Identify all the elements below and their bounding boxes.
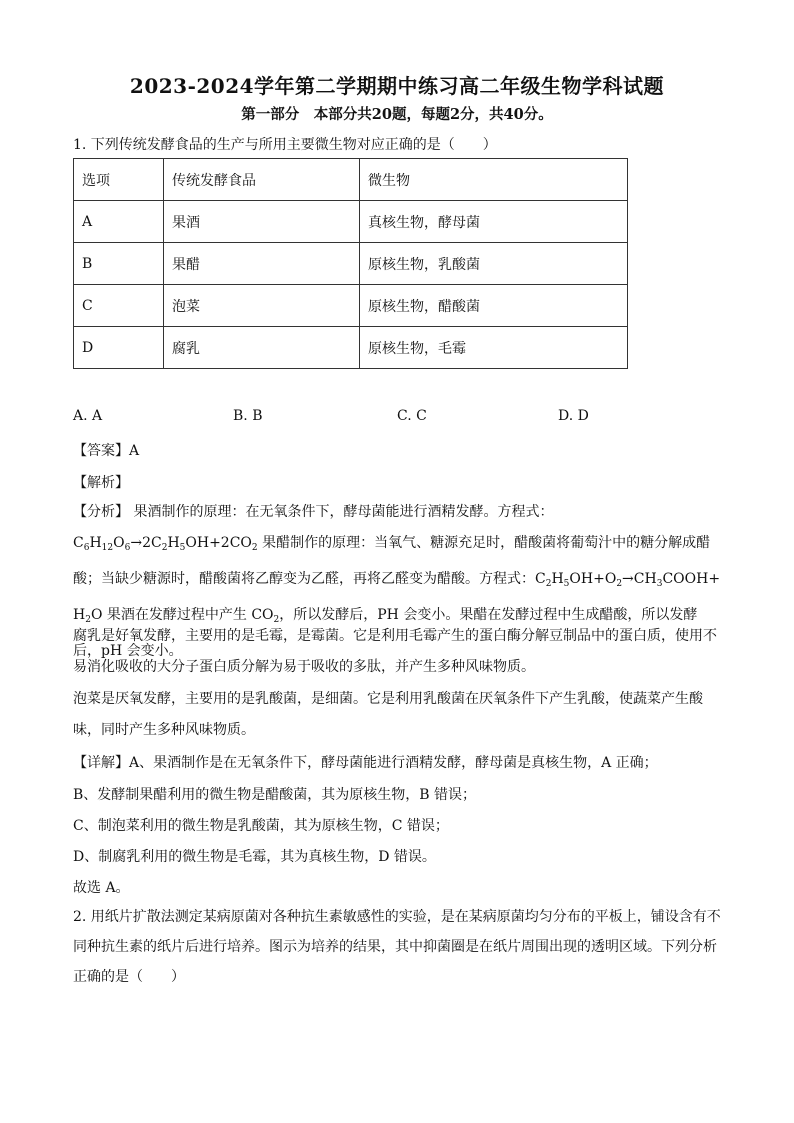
table-header-row — [74, 159, 628, 201]
xiangjie-b-line: B、发酵制果醋利用的微生物是醋酸菌，其为原核生物，B 错误； — [73, 787, 477, 803]
table-header-cell: 传统发酵食品 — [164, 159, 360, 201]
section-subtitle: 第一部分 本部分共20题，每题2分，共40分。 — [241, 106, 553, 123]
table-cell: 原核生物，乳酸菌 — [360, 243, 628, 285]
table-row — [74, 201, 628, 243]
table-row — [74, 243, 628, 285]
question-1-stem: 1. 下列传统发酵食品的生产与所用主要微生物对应正确的是（ ） — [73, 137, 497, 153]
answer-line — [73, 440, 139, 460]
table-row — [74, 327, 628, 369]
conclusion-line: 故选 A。 — [73, 880, 130, 896]
fenxi-text: 果酒制作的原理：在无氧条件下，酵母菌能进行酒精发酵。方程式： — [133, 504, 554, 520]
table-cell: C — [74, 285, 164, 327]
xiangjie-d-line: D、制腐乳利用的微生物是毛霉，其为真核生物，D 错误。 — [73, 849, 436, 865]
table-cell: 真核生物，酵母菌 — [360, 201, 628, 243]
table-cell: B — [74, 243, 164, 285]
choice-d: D. D — [558, 408, 589, 424]
table-row — [74, 285, 628, 327]
table-cell: 泡菜 — [164, 285, 360, 327]
table-cell: 腐乳 — [164, 327, 360, 369]
table-header-cell: 选项 — [74, 159, 164, 201]
xiangjie-a-line: 【详解】A、果酒制作是在无氧条件下，酵母菌能进行酒精发酵，酵母菌是真核生物，A 正确； — [73, 755, 658, 771]
exam-title: 2023-2024学年第二学期期中练习高二年级生物学科试题 — [129, 74, 665, 98]
guocu-text: 果醋制作的原理：当氧气、糖源充足时，醋酸菌将葡萄汁中的糖分解成醋酸；当缺少糖源时，醋酸菌将乙醇变为乙醛，再将乙醛变为醋酸。方程式： — [73, 535, 711, 587]
table-cell: 果酒 — [164, 201, 360, 243]
choice-c: C. C — [397, 408, 427, 424]
equation-2: $C_2H_5OH+O_2\to CH_3COOH+ H_2O$ — [73, 571, 721, 625]
paocai-paragraph: 泡菜是厌氧发酵，主要用的是乳酸菌，是细菌。它是利用乳酸菌在厌氧条件下产生乳酸，使蔬菜产生酸味，同时产生多种风味物质。 — [73, 691, 703, 738]
table-header-cell: 微生物 — [360, 159, 628, 201]
analysis-label: 【解析】 — [73, 475, 129, 491]
furu-paragraph: 腐乳是好氧发酵，主要用的是毛霉，是霉菌。它是利用毛霉产生的蛋白酶分解豆制品中的蛋白质，使用不易消化吸收的大分子蛋白质分解为易于吸收的多肽，并产生多种风味物质。 — [73, 628, 717, 675]
table-cell: A — [74, 201, 164, 243]
choice-a: A. A — [73, 408, 103, 424]
fenxi-label: 【分析】 — [73, 504, 129, 520]
answer-label: 【答案】 — [73, 443, 129, 459]
xiangjie-label: 【详解】 — [73, 755, 129, 771]
answer-value: A — [129, 443, 140, 459]
xiangjie-c-line: C、制泡菜利用的微生物是乳酸菌，其为原核生物，C 错误； — [73, 818, 449, 834]
equation-1: $C_6H_{12}O_6\to 2C_2H_5OH+2CO_2$ — [73, 535, 258, 553]
table-cell: D — [74, 327, 164, 369]
table-cell: 原核生物，醋酸菌 — [360, 285, 628, 327]
question-2-stem: 2. 用纸片扩散法测定某病原菌对各种抗生素敏感性的实验，是在某病原菌均匀分布的平板上，铺设含有不同种抗生素的纸片后进行培养。图示为培养的结果，其中抑菌圈是在纸片周围出现的透明区域。下列分析正确的是（ ） — [73, 909, 721, 985]
table-cell: 果醋 — [164, 243, 360, 285]
question-1-table — [73, 158, 628, 369]
table-cell: 原核生物，毛霉 — [360, 327, 628, 369]
guocu-tail: 果酒在发酵过程中产生 $CO_2$，所以发酵后，PH 会变小。果醋在发酵过程中生成醋酸，所以发酵后，pH 会变小。 — [73, 607, 698, 659]
choice-b: B. B — [233, 408, 263, 424]
